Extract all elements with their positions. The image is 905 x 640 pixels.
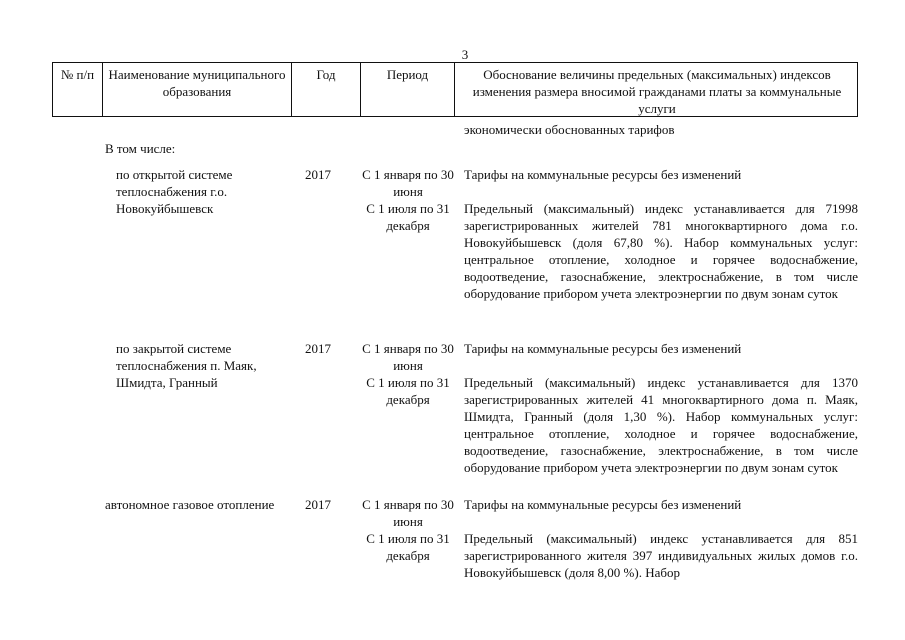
row-municipality: автономное газовое отопление [105,497,275,512]
header-year: Год [291,63,360,116]
header-period: Период [360,63,454,116]
row-period-second: С 1 июля по 31 декабря [366,201,450,233]
continuation-text: экономически обоснованных тарифов [464,122,675,137]
table-header [52,62,858,117]
row-period-second: С 1 июля по 31 декабря [366,375,450,407]
header-name: Наименование муниципального образования [102,63,291,116]
row-index-text: Предельный (максимальный) индекс устанавливается для 71998 зарегистрированных жителей 781 многоквартирного дома г.о. Новокуйбышевск (доля 67,80 %). Набор коммунальных услуг: центральное отопление, холодное и горячее водоснабжение, водоотведение, газоснабжение, электроснабжение, в том числе оборудование прибором учета электроэнергии по двум зонам суток [464,201,858,301]
page-number: 3 [461,47,469,62]
header-num: № п/п [60,67,95,82]
header-justification: Обоснование величины предельных (максимальных) индексов изменения размера вносимой гражданами платы за коммунальные услуги [454,63,859,116]
row-tariff-text: Тарифы на коммунальные ресурсы без изменений [464,341,742,356]
row-period-first: С 1 января по 30 июня [362,341,454,373]
row-period-first: С 1 января по 30 июня [362,497,454,529]
row-year: 2017 [305,341,331,356]
row-period-first: С 1 января по 30 июня [362,167,454,199]
row-municipality: по закрытой системе теплоснабжения п. Маяк, Шмидта, Гранный [116,341,257,390]
row-period-second: С 1 июля по 31 декабря [366,531,450,563]
row-tariff-text: Тарифы на коммунальные ресурсы без изменений [464,497,742,512]
row-year: 2017 [305,497,331,512]
row-year: 2017 [305,167,331,182]
row-index-text: Предельный (максимальный) индекс устанавливается для 851 зарегистрированного жителя 397 индивидуальных жилых домов г.о. Новокуйбышевск (доля 8,00 %). Набор [464,531,858,580]
row-tariff-text: Тарифы на коммунальные ресурсы без изменений [464,167,742,182]
including-label: В том числе: [105,141,176,156]
row-index-text: Предельный (максимальный) индекс устанавливается для 1370 зарегистрированных жителей 41 многоквартирного дома п. Маяк, Шмидта, Гранный (доля 1,30 %). Набор коммунальных услуг: центральное отопление, холодное и горячее водоснабжение, водоотведение, газоснабжение, электроснабжение, в том числе оборудование прибором учета электроэнергии по двум зонам суток [464,375,858,475]
row-municipality: по открытой системе теплоснабжения г.о. Новокуйбышевск [116,167,233,216]
